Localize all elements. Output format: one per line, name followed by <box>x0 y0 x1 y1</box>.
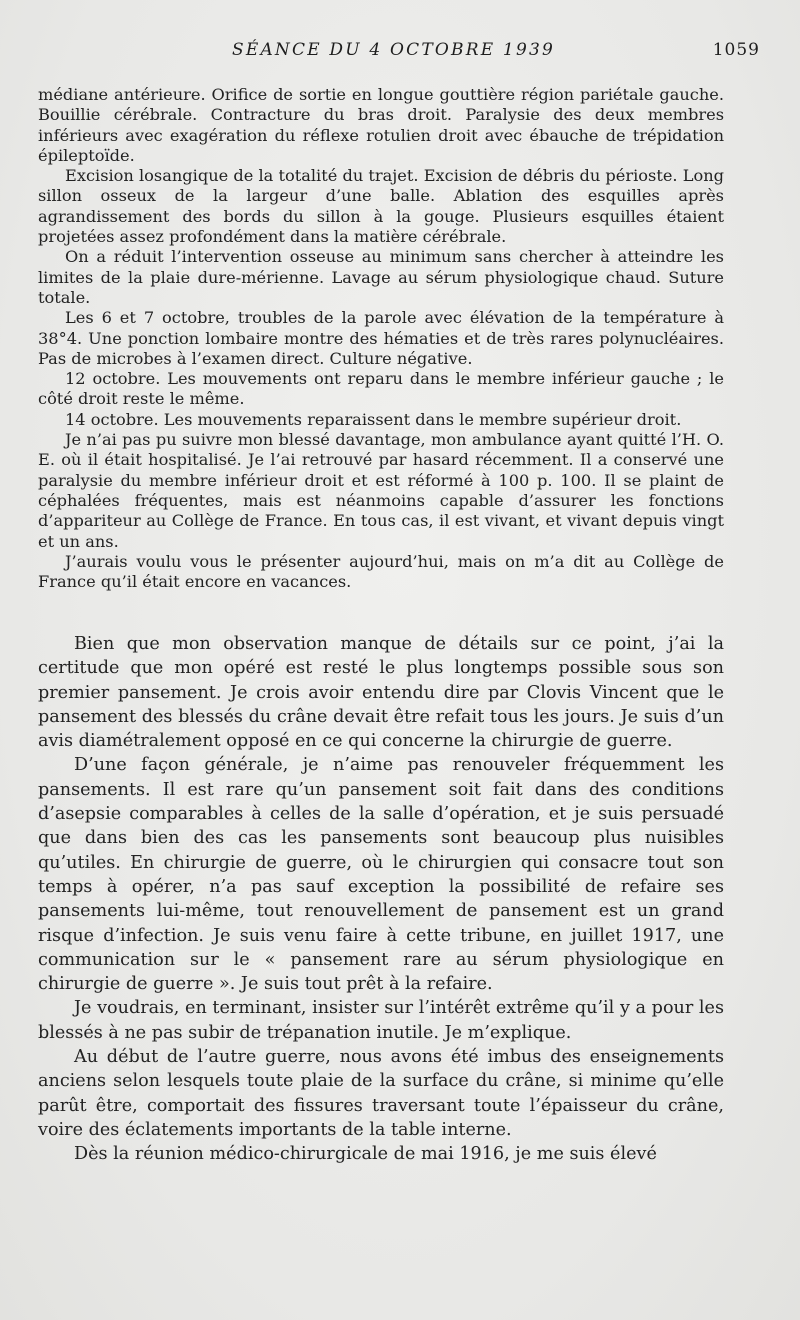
case-report <box>38 85 724 592</box>
discussion-paragraph: Je voudrais, en terminant, insister sur l’intérêt extrême qu’il y a pour les blessés à ne pas subir de trépanation inutile. Je m’explique. <box>38 998 724 1043</box>
running-header <box>0 38 800 62</box>
case-paragraph: médiane antérieure. Orifice de sortie en longue gouttière région pariétale gauche. Bouillie cérébrale. Contracture du bras droit. Paralysie des deux membres inférieurs avec exagération du réflexe rotulien droit avec ébauche de trépidation épileptoïde. <box>38 85 724 165</box>
discussion <box>38 632 724 1167</box>
discussion-paragraph: Au début de l’autre guerre, nous avons été imbus des enseignements anciens selon lesquels toute plaie de la surface du crâne, si minime qu’elle parût être, comportait des fissures traversant toute l’épaisseur du crâne, voire des éclatements importants de la table interne. <box>38 1047 724 1140</box>
running-title: SÉANCE DU 4 OCTOBRE 1939 <box>232 40 555 60</box>
case-paragraph: Je n’ai pas pu suivre mon blessé davantage, mon ambulance ayant quitté l’H. O. E. où il était hospitalisé. Je l’ai retrouvé par hasard récemment. Il a conservé une paralysie du membre inférieur droit et est réformé à 100 p. 100. Il se plaint de céphalées fréquentes, mais est néanmoins capable d’assurer les fonctions d’appariteur au Collège de France. En tous cas, il est vivant, et vivant depuis vingt et un ans. <box>38 430 724 551</box>
case-paragraph: Excision losangique de la totalité du trajet. Excision de débris du périoste. Long sillon osseux de la largeur d’une balle. Ablation des esquilles après agrandissement des bords du sillon à la gouge. Plusieurs esquilles étaient projetées assez profondément dans la matière cérébrale. <box>38 166 724 247</box>
page-number: 1059 <box>712 40 760 60</box>
discussion-paragraph: Dès la réunion médico-chirurgicale de mai 1916, je me suis élevé <box>74 1144 657 1165</box>
case-paragraph: J’aurais voulu vous le présenter aujourd’hui, mais on m’a dit au Collège de France qu’il était encore en vacances. <box>38 551 724 592</box>
case-paragraph: Les 6 et 7 octobre, troubles de la parole avec élévation de la température à 38°4. Une ponction lombaire montre des hématies et de très rares polynucléaires. Pas de microbes à l’examen direct. Culture négative. <box>38 308 724 368</box>
case-paragraph: 14 octobre. Les mouvements reparaissent dans le membre supérieur droit. <box>65 409 682 429</box>
discussion-paragraph: D’une façon générale, je n’aime pas renouveler fréquemment les pansements. Il est rare qu’un pansement soit fait dans des conditions d’asepsie comparables à celles de la salle d’opération, et je suis persuadé que dans bien des cas les pansements sont beaucoup plus nuisibles qu’utiles. En chirurgie de guerre, où le chirurgien qui consacre tout son temps à opérer, n’a pas sauf exception la possibilité de refaire ses pansements lui-même, tout renouvellement de pansement est un grand risque d’infection. Je suis venu faire à cette tribune, en juillet 1917, une communication sur le « pansement rare au sérum physiologique en chirurgie de guerre ». Je suis tout prêt à la refaire. <box>38 755 724 995</box>
discussion-paragraph: Bien que mon observation manque de détails sur ce point, j’ai la certitude que mon opéré est resté le plus longtemps possible sous son premier pansement. Je crois avoir entendu dire par Clovis Vincent que le pansement des blessés du crâne devait être refait tous les jours. Je suis d’un avis diamétralement opposé en ce qui concerne la chirurgie de guerre. <box>38 634 724 752</box>
case-paragraph: 12 octobre. Les mouvements ont reparu dans le membre inférieur gauche ; le côté droit reste le même. <box>38 369 724 409</box>
case-paragraph: On a réduit l’intervention osseuse au minimum sans chercher à atteindre les limites de la plaie dure-mérienne. Lavage au sérum physiologique chaud. Suture totale. <box>38 247 724 307</box>
